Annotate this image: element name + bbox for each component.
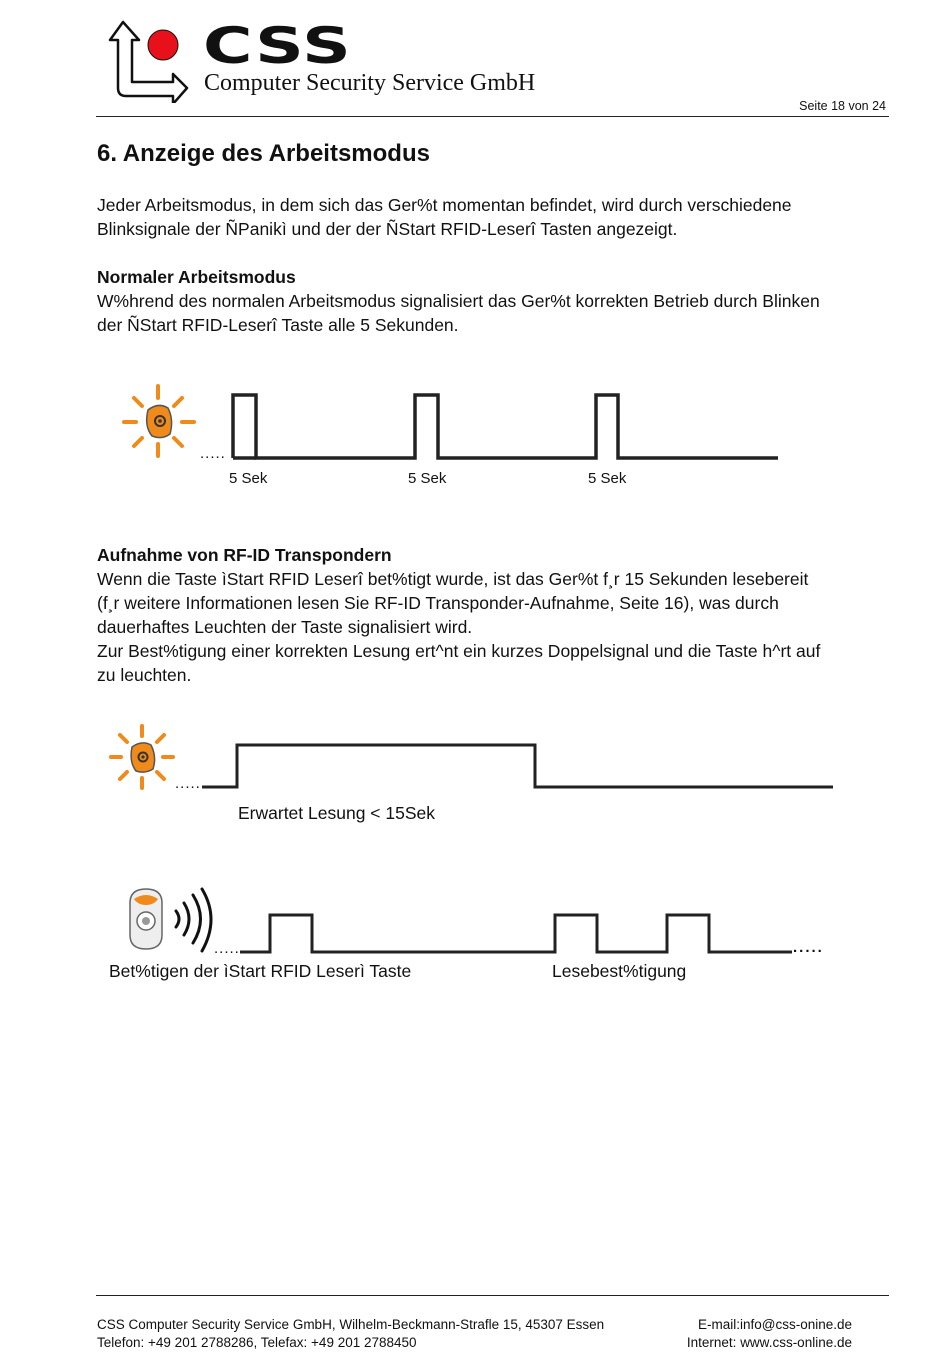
intro-line: Jeder Arbeitsmodus, in dem sich das Ger%t momentan befindet, wird durch verschiedene (97, 195, 792, 215)
section-title: 6. Anzeige des Arbeitsmodus (97, 140, 430, 167)
rfid-mode-line: Wenn die Taste ìStart RFID Leserî bet%tigt wurde, ist das Ger%t f¸r 15 Sekunden lesebereit (97, 569, 809, 589)
diagram-dots-left: ..... (214, 940, 240, 957)
normal-mode-line: W%hrend des normalen Arbeitsmodus signalisiert das Ger%t korrekten Betrieb durch Blinken (97, 291, 820, 311)
header-divider (96, 116, 889, 117)
intro-line: Blinksignale der ÑPanikì und der der ÑStart RFID-Leserî Tasten angezeigt. (97, 219, 678, 239)
footer-phone: Telefon: +49 201 2788286, Telefax: +49 201 2788450 (97, 1335, 417, 1350)
company-logo-icon (105, 18, 195, 103)
footer-email: E-mail:info@css-onine.de (697, 1317, 852, 1332)
page-number: Seite 18 von 24 (799, 99, 886, 113)
pulse-label: 5 Sek (229, 470, 268, 487)
diagram-dots: ..... (200, 445, 226, 462)
footer-address: CSS Computer Security Service GmbH, Wilhelm-Beckmann-Strafle 15, 45307 Essen (97, 1317, 605, 1332)
diagram-dots-right: ..... (793, 939, 824, 956)
rfid-mode-heading: Aufnahme von RF-ID Transpondern (97, 545, 392, 565)
footer-divider (96, 1295, 889, 1296)
sound-signal-device-icon (130, 889, 211, 951)
pulse-label: 5 Sek (588, 470, 627, 487)
press-button-label: Bet%tigen der ìStart RFID Leserì Taste (109, 961, 412, 981)
normal-mode-line: der ÑStart RFID-Leserî Taste alle 5 Sekunden. (97, 315, 459, 335)
read-confirmation-label: Lesebest%tigung (552, 961, 687, 981)
intro-paragraph (97, 193, 897, 241)
normal-mode-heading: Normaler Arbeitsmodus (97, 267, 296, 287)
footer-website: Internet: www.css-online.de (686, 1335, 852, 1350)
brand-logotype: CSS (203, 17, 353, 75)
blinking-button-icon (111, 726, 173, 788)
company-name: Computer Security Service GmbH (204, 70, 536, 96)
waiting-read-diagram (105, 720, 840, 800)
diagram-dots: ..... (175, 775, 201, 792)
rfid-mode-line: (f¸r weitere Informationen lesen Sie RF-ID Transponder-Aufnahme, Seite 16), was durch (97, 593, 779, 613)
rfid-mode-line: zu leuchten. (97, 665, 192, 685)
wait-read-label: Erwartet Lesung < 15Sek (238, 803, 435, 823)
normal-mode-section (97, 265, 897, 337)
rfid-mode-line: Zur Best%tigung einer korrekten Lesung ert^nt ein kurzes Doppelsignal und die Taste h^rt auf (97, 641, 821, 661)
rfid-mode-section (97, 543, 897, 687)
blinking-button-icon (124, 386, 194, 456)
rfid-mode-line: dauerhaftes Leuchten der Taste signalisiert wird. (97, 617, 473, 637)
pulse-label: 5 Sek (408, 470, 447, 487)
